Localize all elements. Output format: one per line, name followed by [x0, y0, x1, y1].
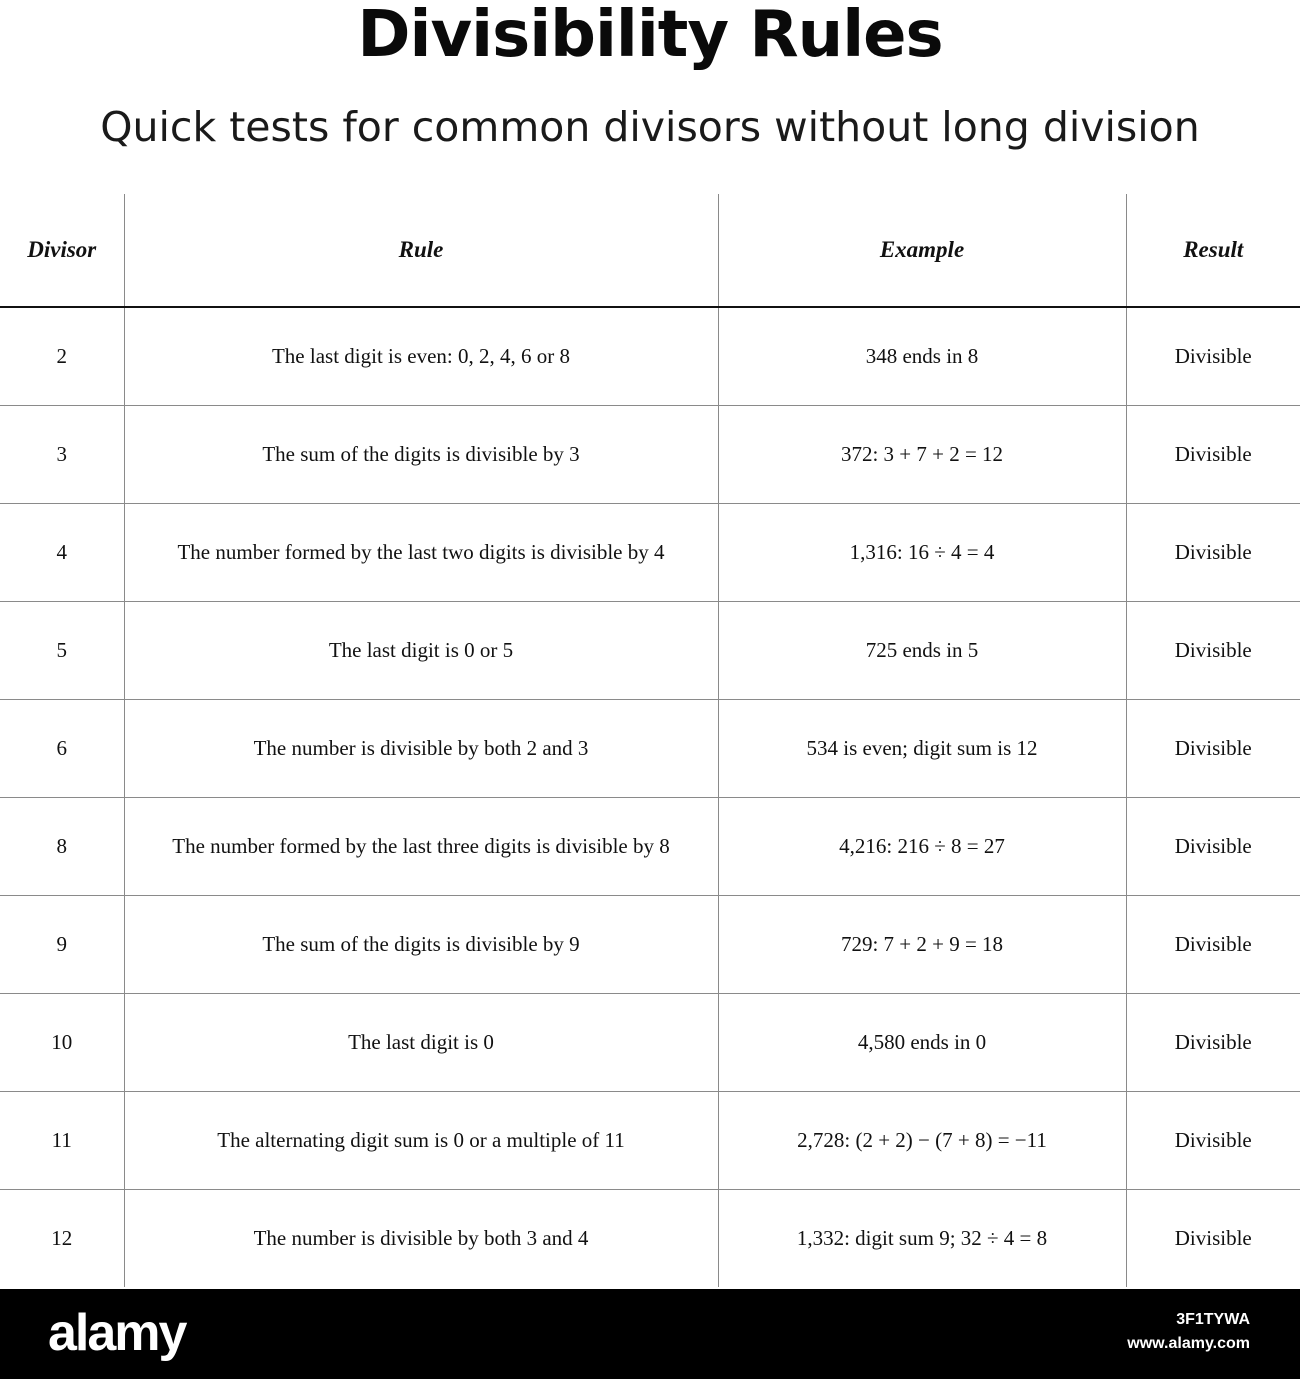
table-row: [0, 994, 1300, 1092]
divisor-cell: 11: [0, 1092, 124, 1190]
page-subtitle: Quick tests for common divisors without long division: [100, 103, 1200, 151]
result-cell: Divisible: [1126, 307, 1300, 406]
table-row: [0, 1092, 1300, 1190]
result-cell: Divisible: [1126, 1190, 1300, 1288]
example-cell: 1,332: digit sum 9; 32 ÷ 4 = 8: [718, 1190, 1126, 1288]
result-cell: Divisible: [1126, 700, 1300, 798]
table-row: [0, 307, 1300, 406]
result-cell: Divisible: [1126, 406, 1300, 504]
result-cell: Divisible: [1126, 798, 1300, 896]
rule-cell: The last digit is even: 0, 2, 4, 6 or 8: [124, 307, 718, 406]
result-cell: Divisible: [1126, 994, 1300, 1092]
divisibility-table: [0, 194, 1300, 1287]
brand-logo: alamy: [48, 1304, 186, 1362]
divisibility-table-container: [0, 194, 1300, 1287]
header-divisor: Divisor: [0, 194, 124, 307]
rule-cell: The last digit is 0 or 5: [124, 602, 718, 700]
example-cell: 534 is even; digit sum is 12: [718, 700, 1126, 798]
example-cell: 4,216: 216 ÷ 8 = 27: [718, 798, 1126, 896]
watermark-footer: [0, 1289, 1300, 1379]
table-row: [0, 406, 1300, 504]
divisor-cell: 6: [0, 700, 124, 798]
result-cell: Divisible: [1126, 602, 1300, 700]
divisor-cell: 9: [0, 896, 124, 994]
site-url-label: www.alamy.com: [1127, 1335, 1250, 1352]
result-cell: Divisible: [1126, 504, 1300, 602]
rule-cell: The number formed by the last two digits is divisible by 4: [124, 504, 718, 602]
example-cell: 1,316: 16 ÷ 4 = 4: [718, 504, 1126, 602]
table-row: [0, 896, 1300, 994]
example-cell: 725 ends in 5: [718, 602, 1126, 700]
table-header-row: [0, 194, 1300, 307]
table-row: [0, 504, 1300, 602]
rule-cell: The number is divisible by both 2 and 3: [124, 700, 718, 798]
divisor-cell: 8: [0, 798, 124, 896]
rule-cell: The number is divisible by both 3 and 4: [124, 1190, 718, 1288]
table-row: [0, 1190, 1300, 1288]
rule-cell: The alternating digit sum is 0 or a multiple of 11: [124, 1092, 718, 1190]
rule-cell: The last digit is 0: [124, 994, 718, 1092]
header-result: Result: [1126, 194, 1300, 307]
result-cell: Divisible: [1126, 896, 1300, 994]
page-title: Divisibility Rules: [357, 0, 943, 72]
divisor-cell: 4: [0, 504, 124, 602]
header-rule: Rule: [124, 194, 718, 307]
divisor-cell: 3: [0, 406, 124, 504]
divisor-cell: 12: [51, 1226, 73, 1250]
table-row: [0, 700, 1300, 798]
result-cell: Divisible: [1126, 1092, 1300, 1190]
example-cell: 729: 7 + 2 + 9 = 18: [718, 896, 1126, 994]
example-cell: 2,728: (2 + 2) − (7 + 8) = −11: [718, 1092, 1126, 1190]
rule-cell: The sum of the digits is divisible by 3: [124, 406, 718, 504]
example-cell: 4,580 ends in 0: [718, 994, 1126, 1092]
table-row: [0, 602, 1300, 700]
divisor-cell: 5: [0, 602, 124, 700]
table-row: [0, 798, 1300, 896]
rule-cell: The number formed by the last three digits is divisible by 8: [124, 798, 718, 896]
image-id-label: 3F1TYWA: [1176, 1311, 1250, 1328]
header-example: Example: [718, 194, 1126, 307]
divisor-cell: 10: [0, 994, 124, 1092]
example-cell: 348 ends in 8: [718, 307, 1126, 406]
divisor-cell: 2: [0, 307, 124, 406]
rule-cell: The sum of the digits is divisible by 9: [124, 896, 718, 994]
example-cell: 372: 3 + 7 + 2 = 12: [718, 406, 1126, 504]
